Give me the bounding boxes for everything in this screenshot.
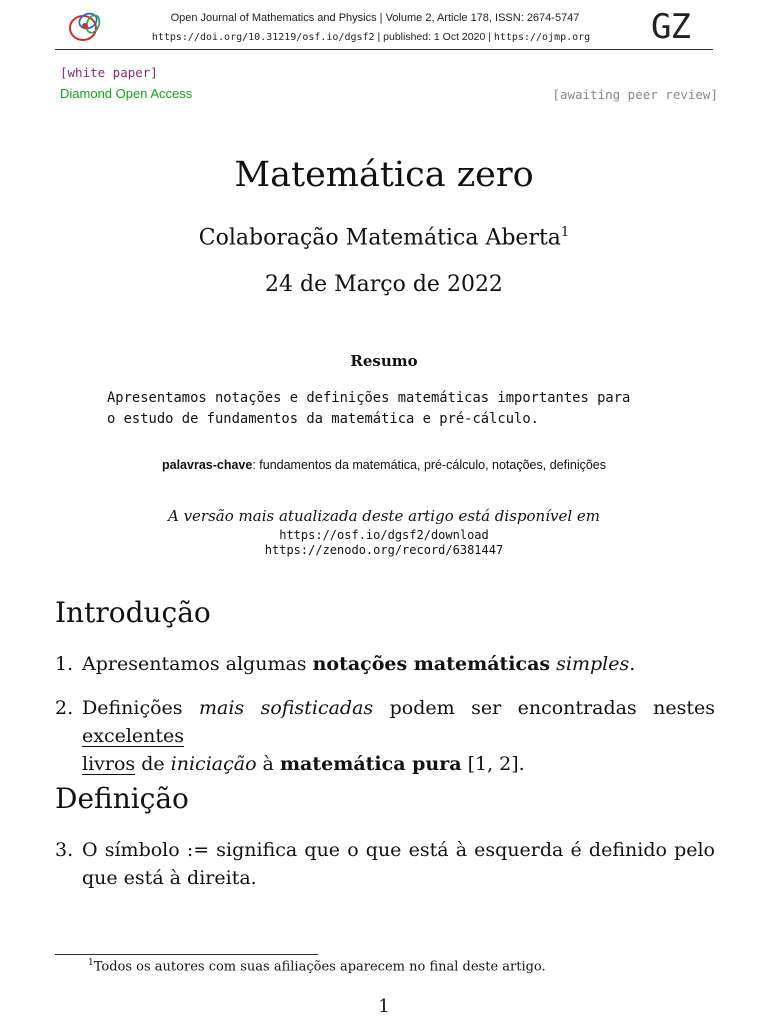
keywords-label: palavras-chave — [161, 458, 253, 472]
author-line — [0, 225, 768, 250]
section-heading-introducao: Introdução — [55, 596, 211, 629]
item-number: 2. — [55, 697, 74, 719]
footnote — [88, 958, 546, 974]
text-run: Apresentamos algumas — [82, 653, 313, 675]
page-number: 1 — [378, 996, 390, 1017]
item-text — [82, 694, 715, 778]
item-text — [82, 650, 715, 678]
abstract-body — [107, 388, 707, 430]
italic-text: iniciação — [170, 753, 257, 775]
text-run: Definições — [82, 697, 199, 719]
abstract-line: o estudo de fundamentos da matemática e pré-cálculo. — [107, 411, 539, 427]
author-name: Colaboração Matemática Aberta — [198, 225, 561, 251]
keywords-text: : fundamentos da matemática, pré-cálculo, notações, definições — [252, 458, 606, 472]
osf-download-link[interactable]: https://osf.io/dgsf2/download — [279, 528, 489, 542]
item-number: 3. — [55, 839, 74, 861]
abstract-heading: Resumo — [350, 352, 418, 370]
author-footnote-mark[interactable]: 1 — [560, 225, 570, 240]
livros-link[interactable]: livros — [82, 753, 136, 775]
review-status: [awaiting peer review] — [552, 87, 718, 102]
paper-date: 24 de Março de 2022 — [265, 272, 503, 297]
access-label: Diamond Open Access — [60, 86, 193, 101]
text-run: . — [629, 653, 636, 675]
text-run: podem ser encontradas nestes — [373, 697, 715, 719]
text-run: à — [256, 753, 280, 775]
italic-text: simples — [556, 653, 630, 675]
bold-text: matemática pura — [279, 753, 462, 775]
header-rule — [55, 49, 713, 50]
zenodo-link[interactable]: https://zenodo.org/record/6381447 — [264, 543, 504, 557]
footnote-text: Todos os autores com suas afiliações aparecem no final deste artigo. — [93, 959, 546, 975]
abstract-line: Apresentamos notações e definições matemáticas importantes para — [107, 390, 631, 406]
item-text: O símbolo := significa que o que está à esquerda é definido pelo que está à direita. — [82, 839, 715, 889]
published-text: | published: 1 Oct 2020 | — [374, 31, 494, 43]
site-link[interactable]: https://ojmp.org — [493, 32, 591, 43]
section-heading-definicao: Definição — [55, 782, 189, 815]
paper-title: Matemática zero — [234, 155, 534, 195]
doi-link[interactable]: https://doi.org/10.31219/osf.io/dgsf2 — [151, 32, 375, 43]
gz-logo: GZ — [651, 7, 690, 47]
text-run: de — [135, 753, 171, 775]
footnote-mark: 1 — [88, 958, 94, 968]
item-number: 1. — [55, 653, 74, 675]
doi-line — [117, 31, 625, 43]
excelentes-link[interactable]: excelentes — [82, 725, 185, 747]
italic-text: mais sofisticadas — [199, 697, 374, 719]
ojmp-logo-icon — [66, 8, 108, 44]
bold-text: notações matemáticas — [312, 653, 551, 675]
citation[interactable]: [1, 2]. — [461, 753, 525, 775]
footnote-rule — [55, 954, 318, 955]
paper-type-label: [white paper] — [60, 65, 158, 80]
keywords — [0, 458, 768, 472]
journal-info: Open Journal of Mathematics and Physics | Volume 2, Article 178, ISSN: 2674-5747 — [170, 12, 580, 24]
version-note: A versão mais atualizada deste artigo está disponível em — [167, 507, 601, 525]
